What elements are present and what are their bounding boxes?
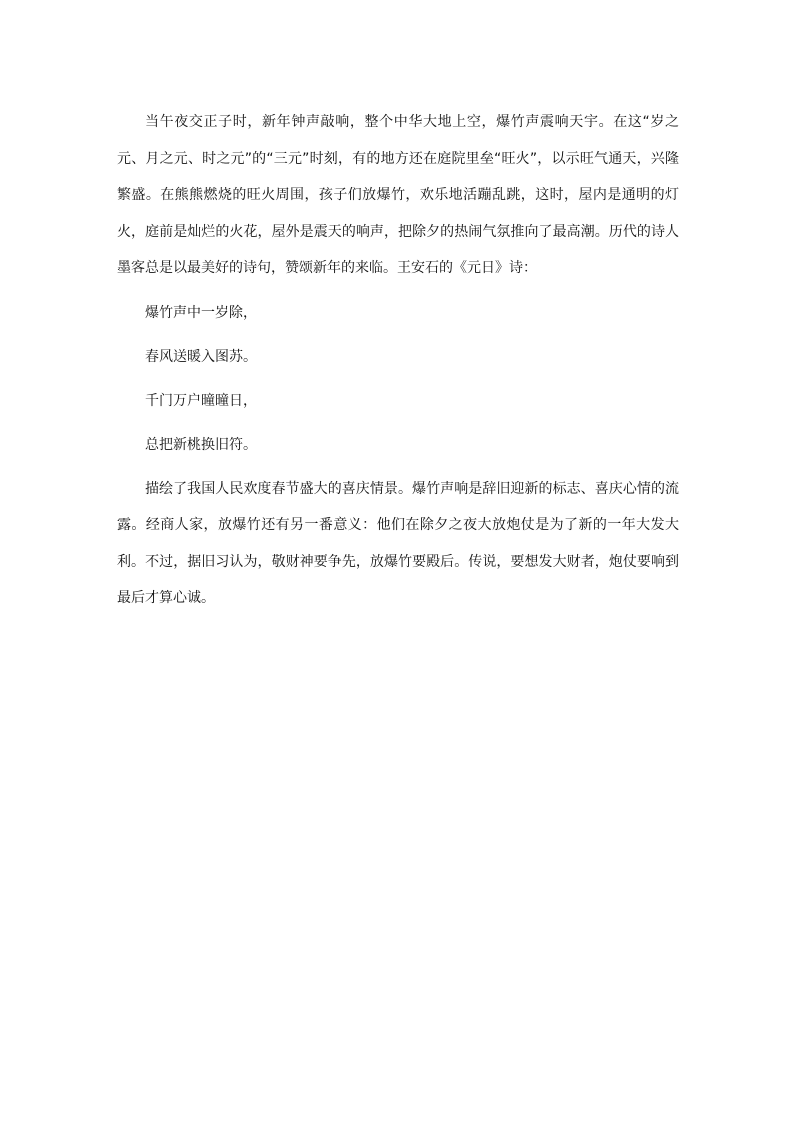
- document-body: [117, 104, 679, 617]
- poem-line-3: 千门万户曈曈日，: [145, 392, 257, 409]
- poem-line-1: 爆竹声中一岁除，: [145, 304, 257, 321]
- paragraph-firecracker-meaning: 描绘了我国人民欢度春节盛大的喜庆情景。爆竹声响是辞旧迎新的标志、喜庆心情的流露。经商人家，放爆竹还有另一番意义：他们在除夕之夜大放炮仗是为了新的一年大发大利。不过，据旧习认为，敬财神要争先，放爆竹要殿后。传说，要想发大财者，炮仗要响到最后才算心诚。: [117, 480, 679, 606]
- poem-line-2: 春风送暖入图苏。: [145, 348, 257, 365]
- paragraph-new-year-midnight: 当午夜交正子时，新年钟声敲响，整个中华大地上空，爆竹声震响天宇。在这“岁之元、月之元、时之元”的“三元”时刻，有的地方还在庭院里垒“旺火”，以示旺气通天，兴隆繁盛。在熊熊燃烧的旺火周围，孩子们放爆竹，欢乐地活蹦乱跳，这时，屋内是通明的灯火，庭前是灿烂的火花，屋外是震天的响声，把除夕的热闹气氛推向了最高潮。历代的诗人墨客总是以最美好的诗句，赞颂新年的来临。王安石的《元日》诗：: [117, 114, 679, 276]
- poem-line-4: 总把新桃换旧符。: [145, 436, 257, 453]
